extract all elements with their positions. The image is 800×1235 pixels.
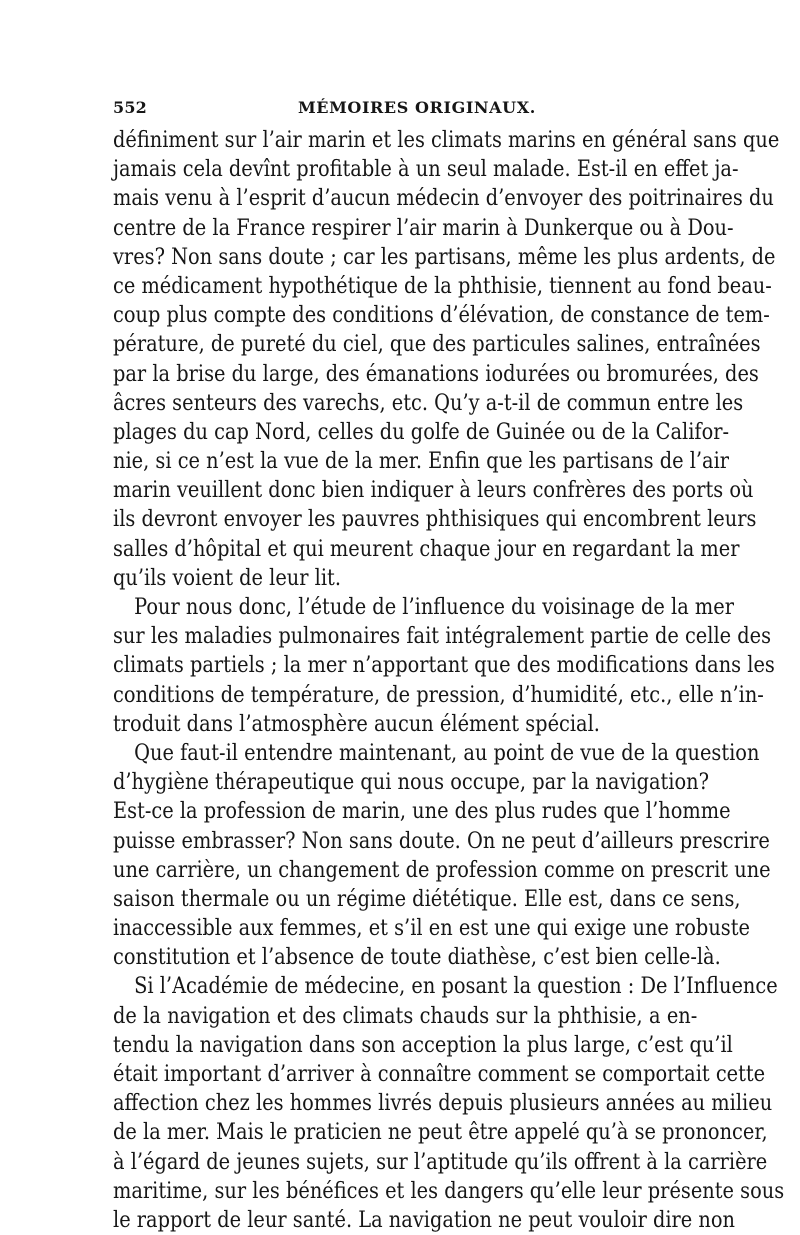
text-line: ils devront envoyer les pauvres phthisiques qui encombrent leurs: [113, 507, 757, 533]
text-line: Que faut-il entendre maintenant, au point de vue de la question: [134, 740, 760, 766]
text-line: climats partiels ; la mer n’apportant que des modifications dans les: [113, 653, 775, 679]
text-line: de la mer. Mais le praticien ne peut être appelé qu’à se prononcer,: [113, 1120, 768, 1146]
text-line: Si l’Académie de médecine, en posant la question : De l’Influence: [134, 974, 778, 1000]
text-line: de la navigation et des climats chauds sur la phthisie, a en-: [113, 1003, 698, 1029]
text-line: définiment sur l’air marin et les climats marins en général sans que: [113, 128, 780, 153]
text-line: âcres senteurs des varechs, etc. Qu’y a-t-il de commun entre les: [113, 390, 744, 416]
text-line: qu’ils voient de leur lit.: [113, 565, 341, 591]
text-line: plages du cap Nord, celles du golfe de Guinée ou de la Califor-: [113, 419, 730, 445]
text-line: conditions de température, de pression, d’humidité, etc., elle n’in-: [113, 682, 764, 708]
text-line: Pour nous donc, l’étude de l’influence du voisinage de la mer: [134, 595, 734, 620]
text-line: coup plus compte des conditions d’élévation, de constance de tem-: [113, 303, 770, 329]
text-line: marin veuillent donc bien indiquer à leurs confrères des ports où: [113, 478, 754, 504]
text-line: une carrière, un changement de profession comme on prescrit une: [113, 857, 771, 883]
text-line: affection chez les hommes livrés depuis plusieurs années au milieu: [113, 1091, 773, 1117]
text-line: tendu la navigation dans son acception la plus large, c’est qu’il: [113, 1032, 733, 1058]
text-line: inaccessible aux femmes, et s’il en est une qui exige une robuste: [113, 916, 750, 942]
running-head: MÉMOIRES ORIGINAUX.: [298, 98, 536, 117]
text-line: ce médicament hypothétique de la phthisie, tiennent au fond beau-: [113, 273, 772, 299]
text-line: salles d’hôpital et qui meurent chaque jour en regardant la mer: [113, 536, 740, 562]
page-header: [113, 98, 695, 128]
text-line: à l’égard de jeunes sujets, sur l’aptitude qu’ils offrent à la carrière: [113, 1149, 768, 1175]
text-line: pérature, de pureté du ciel, que des particules salines, entraînées: [113, 332, 761, 358]
text-line: maritime, sur les bénéfices et les dangers qu’elle leur présente sous: [113, 1178, 785, 1204]
text-line: d’hygiène thérapeutique qui nous occupe, par la navigation?: [113, 770, 709, 796]
text-line: mais venu à l’esprit d’aucun médecin d’envoyer des poitrinaires du: [113, 186, 774, 212]
text-line: par la brise du large, des émanations iodurées ou bromurées, des: [113, 361, 759, 387]
text-line: le rapport de leur santé. La navigation ne peut vouloir dire non: [113, 1207, 736, 1233]
body-text: [113, 126, 785, 1235]
text-line: jamais cela devînt profitable à un seul malade. Est-il en effet ja-: [113, 157, 739, 183]
text-line: centre de la France respirer l’air marin à Dunkerque ou à Dou-: [113, 215, 734, 241]
text-line: vres? Non sans doute ; car les partisans, même les plus ardents, de: [113, 244, 776, 270]
text-line: Est-ce la profession de marin, une des plus rudes que l’homme: [113, 799, 731, 825]
text-line: puisse embrasser? Non sans doute. On ne peut d’ailleurs prescrire: [113, 828, 770, 854]
text-line: troduit dans l’atmosphère aucun élément spécial.: [113, 711, 600, 737]
text-line: était important d’arriver à connaître comment se comportait cette: [113, 1062, 766, 1087]
text-line: nie, si ce n’est la vue de la mer. Enfin que les partisans de l’air: [113, 449, 730, 475]
text-line: saison thermale ou un régime diététique. Elle est, dans ce sens,: [113, 886, 741, 912]
text-line: sur les maladies pulmonaires fait intégralement partie de celle des: [113, 624, 772, 650]
text-line: constitution et l’absence de toute diathèse, c’est bien celle-là.: [113, 945, 721, 971]
page-number: 552: [113, 98, 147, 117]
